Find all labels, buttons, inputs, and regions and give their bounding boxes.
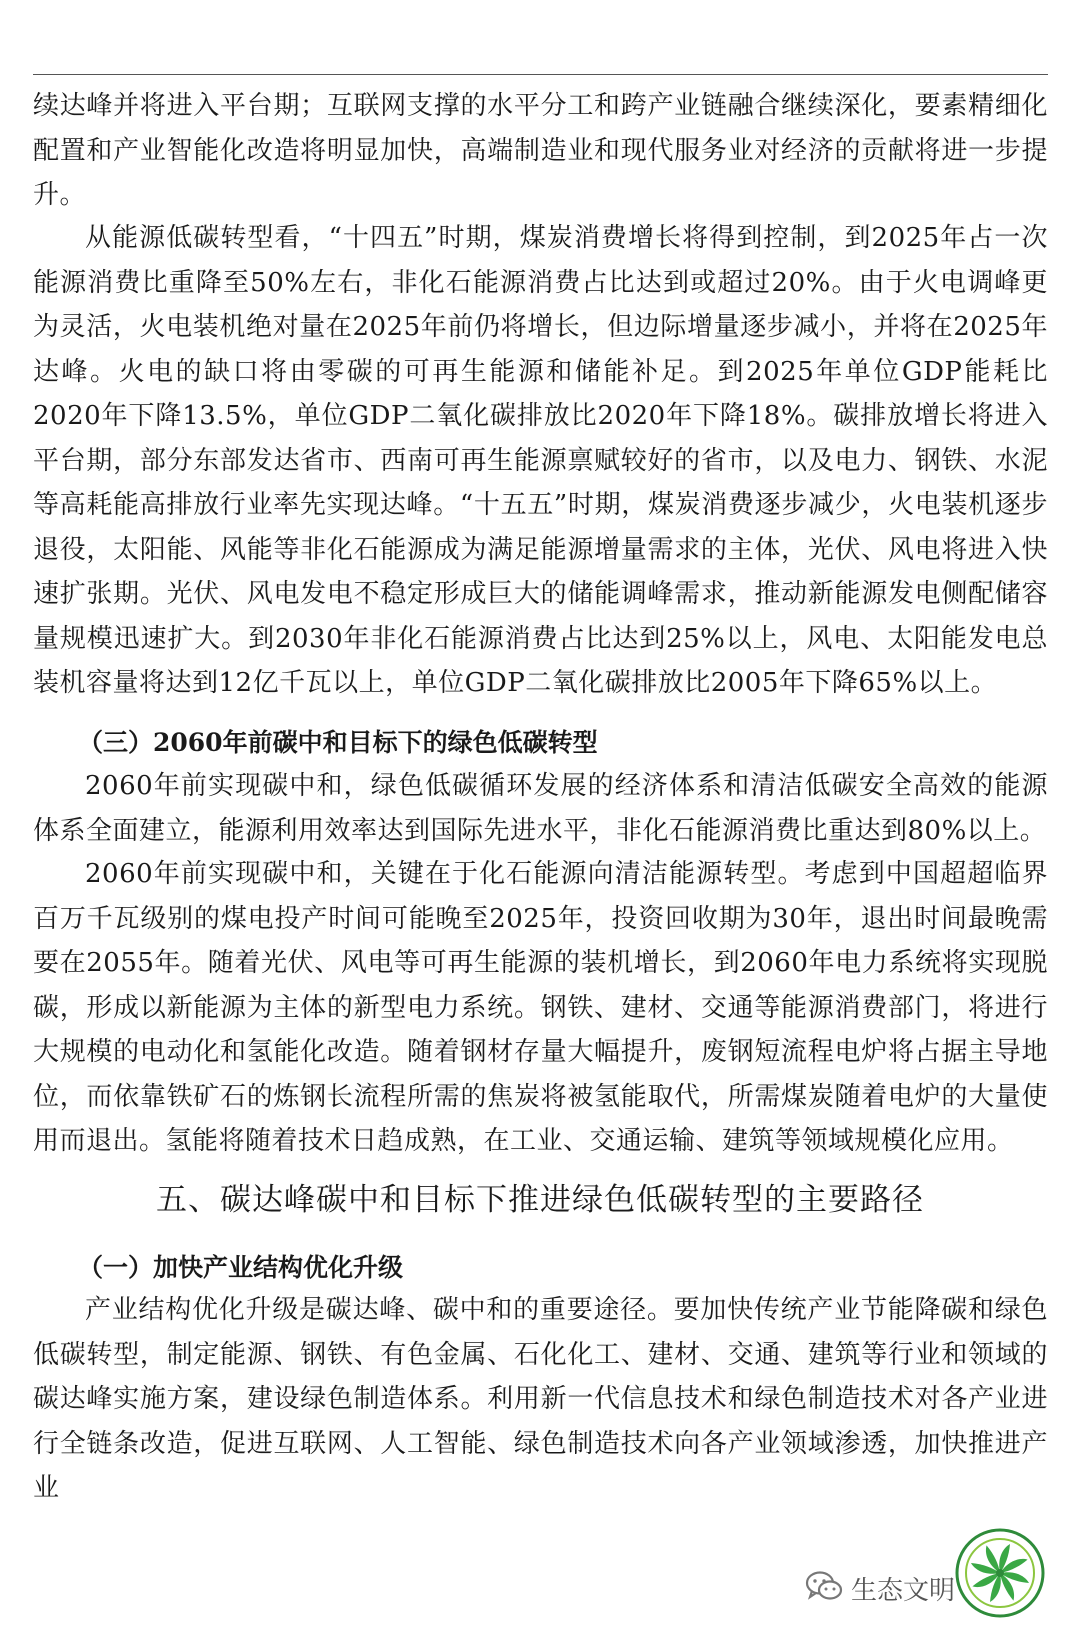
paragraph-continuation: 续达峰并将进入平台期；互联网支撑的水平分工和跨产业链融合继续深化，要素精细化配置和产业智能化改造将明显加快，高端制造业和现代服务业对经济的贡献将进一步提升。 <box>33 91 1048 210</box>
paragraph-carbon-neutral-system: 2060年前实现碳中和，绿色低碳循环发展的经济体系和清洁低碳安全高效的能源体系全面建立，能源利用效率达到国际先进水平，非化石能源消费比重达到80%以上。 <box>33 771 1048 846</box>
subheading-carbon-neutral-2060: （三）2060年前碳中和目标下的绿色低碳转型 <box>78 728 598 757</box>
watermark <box>805 1563 955 1613</box>
green-pinwheel-logo <box>955 1528 1045 1618</box>
paragraph-industrial-upgrade: 产业结构优化升级是碳达峰、碳中和的重要途径。要加快传统产业节能降碳和绿色低碳转型，制定能源、钢铁、有色金属、石化化工、建材、交通、建筑等行业和领域的碳达峰实施方案，建设绿色制造体系。利用新一代信息技术和绿色制造技术对各产业进行全链条改造，促进互联网、人工智能、绿色制造技术向各产业领域渗透，加快推进产业 <box>33 1295 1048 1503</box>
wechat-icon <box>805 1570 843 1606</box>
section-heading-5: 五、碳达峰碳中和目标下推进绿色低碳转型的主要路径 <box>156 1182 924 1218</box>
watermark-text: 生态文明 <box>851 1575 956 1606</box>
subheading-industrial-structure: （一）加快产业结构优化升级 <box>78 1253 404 1282</box>
paragraph-energy-transition: 从能源低碳转型看，“十四五”时期，煤炭消费增长将得到控制，到2025年占一次能源消费比重降至50%左右，非化石能源消费占比达到或超过20%。由于火电调峰更为灵活，火电装机绝对量在2025年前仍将增长，但边际增量逐步减小，并将在2025年达峰。火电的缺口将由零碳的可再生能源和储能补足。到2025年单位GDP能耗比2020年下降13.5%，单位GDP二氧化碳排放比2020年下降18%。碳排放增长将进入平台期，部分东部发达省市、西南可再生能源禀赋较好的省市，以及电力、钢铁、水泥等高耗能高排放行业率先实现达峰。“十五五”时期，煤炭消费逐步减少，火电装机逐步退役，太阳能、风能等非化石能源成为满足能源增量需求的主体，光伏、风电将进入快速扩张期。光伏、风电发电不稳定形成巨大的储能调峰需求，推动新能源发电侧配储容量规模迅速扩大。到2030年非化石能源消费占比达到25%以上，风电、太阳能发电总装机容量将达到12亿千瓦以上，单位GDP二氧化碳排放比2005年下降65%以上。 <box>33 223 1048 698</box>
header-rule <box>33 74 1048 75</box>
paragraph-fossil-transition: 2060年前实现碳中和，关键在于化石能源向清洁能源转型。考虑到中国超超临界百万千瓦级别的煤电投产时间可能晚至2025年，投资回收期为30年，退出时间最晚需要在2055年。随着光伏、风电等可再生能源的装机增长，到2060年电力系统将实现脱碳，形成以新能源为主体的新型电力系统。钢铁、建材、交通等能源消费部门，将进行大规模的电动化和氢能化改造。随着钢材存量大幅提升，废钢短流程电炉将占据主导地位，而依靠铁矿石的炼钢长流程所需的焦炭将被氢能取代，所需煤炭随着电炉的大量使用而退出。氢能将随着技术日趋成熟，在工业、交通运输、建筑等领域规模化应用。 <box>33 859 1048 1156</box>
